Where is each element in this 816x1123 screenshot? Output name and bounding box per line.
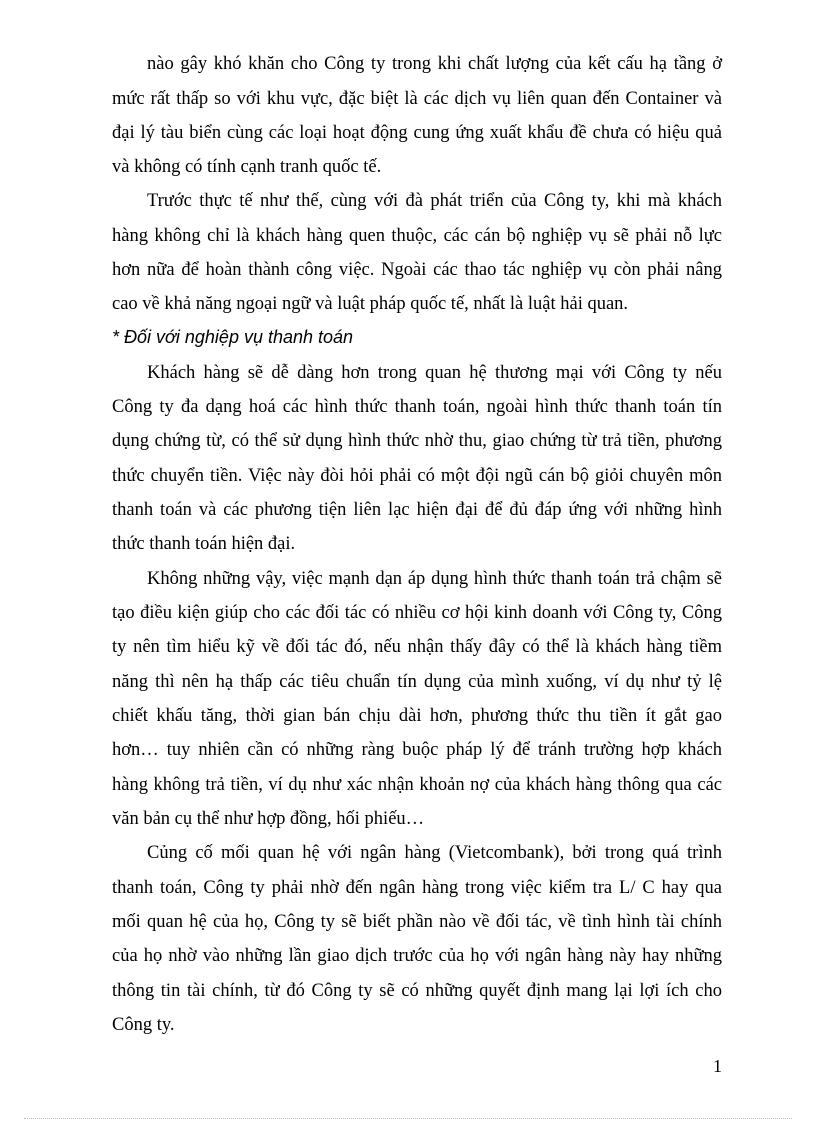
paragraph-3-line-2: Công ty đa dạng hoá các hình thức thanh toán, ngoài hình thức thanh toán tín	[112, 397, 722, 417]
paragraph-5-line-1: Củng cố mối quan hệ với ngân hàng (Vietcombank), bởi trong quá trình	[147, 843, 722, 863]
paragraph-3-line-1: Khách hàng sẽ dễ dàng hơn trong quan hệ thương mại với Công ty nếu	[147, 363, 722, 383]
paragraph-1-line-4: và không có tính cạnh tranh quốc tế.	[112, 157, 382, 177]
paragraph-3-line-3: dụng chứng từ, có thể sử dụng hình thức nhờ thu, giao chứng từ trả tiền, phương	[112, 431, 722, 451]
paragraph-3-line-4: thức chuyển tiền. Việc này đòi hỏi phải có một đội ngũ cán bộ giỏi chuyên môn	[112, 466, 722, 486]
paragraph-4-line-4: năng thì nên hạ thấp các tiêu chuẩn tín dụng của mình xuống, ví dụ như tỷ lệ	[112, 672, 722, 692]
footer-divider	[24, 1118, 792, 1119]
paragraph-5-line-6: Công ty.	[112, 1015, 175, 1035]
paragraph-4-line-8: văn bản cụ thể như hợp đồng, hối phiếu…	[112, 809, 425, 829]
paragraph-4-line-5: chiết khấu tăng, thời gian bán chịu dài hơn, phương thức thu tiền ít gắt gao	[112, 706, 722, 726]
paragraph-2-line-1: Trước thực tế như thế, cùng với đà phát triển của Công ty, khi mà khách	[147, 191, 722, 211]
paragraph-3-line-6: thức thanh toán hiện đại.	[112, 534, 296, 554]
paragraph-1-line-2: mức rất thấp so với khu vực, đặc biệt là các dịch vụ liên quan đến Container và	[112, 89, 722, 109]
paragraph-4-line-2: tạo điều kiện giúp cho các đối tác có nhiều cơ hội kinh doanh với Công ty, Công	[112, 603, 722, 623]
section-heading: * Đối với nghiệp vụ thanh toán	[112, 327, 354, 347]
paragraph-2-line-4: cao về khả năng ngoại ngữ và luật pháp quốc tế, nhất là luật hải quan.	[112, 294, 629, 314]
paragraph-1-line-1: nào gây khó khăn cho Công ty trong khi chất lượng của kết cấu hạ tầng ở	[147, 54, 722, 74]
paragraph-2-line-2: hàng không chỉ là khách hàng quen thuộc, các cán bộ nghiệp vụ sẽ phải nỗ lực	[112, 226, 722, 246]
paragraph-1-line-3: đại lý tàu biển cùng các loại hoạt động cung ứng xuất khẩu đề chưa có hiệu quả	[112, 123, 722, 143]
page-number: 1	[713, 1056, 722, 1076]
paragraph-3-line-5: thanh toán và các phương tiện liên lạc hiện đại để đủ đáp ứng với những hình	[112, 500, 722, 520]
paragraph-5-line-2: thanh toán, Công ty phải nhờ đến ngân hàng trong việc kiểm tra L/ C hay qua	[112, 878, 722, 898]
paragraph-4-line-6: hơn… tuy nhiên cần có những ràng buộc pháp lý để tránh trường hợp khách	[112, 740, 722, 760]
paragraph-4-line-7: hàng không trả tiền, ví dụ như xác nhận khoản nợ của khách hàng thông qua các	[112, 775, 722, 795]
paragraph-5-line-4: của họ nhờ vào những lần giao dịch trước của họ với ngân hàng này hay những	[112, 946, 722, 966]
paragraph-4-line-3: ty nên tìm hiểu kỹ về đối tác đó, nếu nhận thấy đây có thể là khách hàng tiềm	[112, 637, 722, 657]
paragraph-5-line-5: thông tin tài chính, từ đó Công ty sẽ có những quyết định mang lại lợi ích cho	[112, 981, 722, 1001]
paragraph-4-line-1: Không những vậy, việc mạnh dạn áp dụng hình thức thanh toán trả chậm sẽ	[147, 569, 722, 589]
paragraph-5-line-3: mối quan hệ của họ, Công ty sẽ biết phần nào về đối tác, về tình hình tài chính	[112, 912, 722, 932]
paragraph-2-line-3: hơn nữa để hoàn thành công việc. Ngoài các thao tác nghiệp vụ còn phải nâng	[112, 260, 722, 280]
